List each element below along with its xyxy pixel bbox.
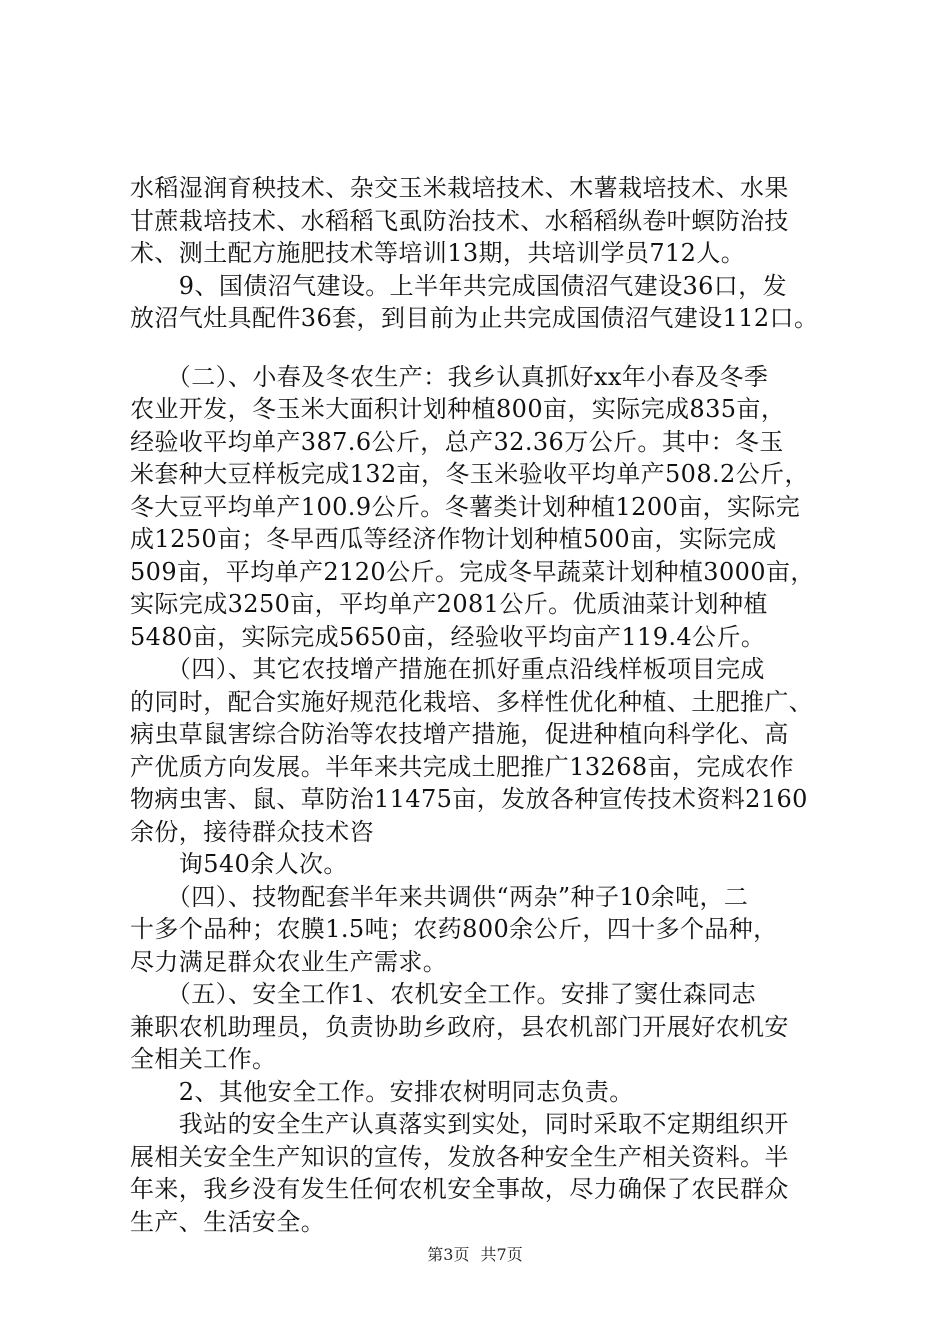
text-line: 十多个品种；农膜1.5吨；农药800余公斤，四十多个品种， — [130, 915, 778, 943]
text-line: （五）、安全工作1、农机安全工作。安排了窦仕森同志 — [130, 980, 757, 1008]
text-line: 9、国债沼气建设。上半年共完成国债沼气建设36口，发 — [130, 271, 788, 300]
text-line: 成1250亩；冬早西瓜等经济作物计划种植500亩，实际完成 — [130, 525, 777, 553]
text-line: （二）、小春及冬农生产：我乡认真抓好xx年小春及冬季 — [130, 362, 769, 391]
text-line: 生产、生活安全。 — [130, 1207, 326, 1236]
page-footer — [0, 1242, 950, 1265]
text-line: （四）、技物配套半年来共调供“两杂”种子10余吨，二 — [130, 882, 749, 911]
text-line: 病虫草鼠害综合防治等农技增产措施，促进种植向科学化、高 — [130, 720, 789, 748]
text-line: 甘蔗栽培技术、水稻稻飞虱防治技术、水稻稻纵卷叶螟防治技 — [130, 206, 789, 235]
text-line: 2、其他安全工作。安排农树明同志负责。 — [130, 1077, 634, 1106]
text-line: 全相关工作。 — [130, 1045, 277, 1073]
text-line: 放沼气灶具配件36套，到目前为止共完成国债沼气建设112口。 — [130, 304, 819, 332]
text-line: 的同时，配合实施好规范化栽培、多样性优化种植、土肥推广、 — [130, 687, 814, 716]
text-line: 米套种大豆样板完成132亩，冬玉米验收平均单产508.2公斤， — [130, 460, 809, 488]
text-line: 5480亩，实际完成5650亩，经验收平均亩产119.4公斤。 — [130, 622, 766, 651]
text-line: 经验收平均单产387.6公斤，总产32.36万公斤。其中：冬玉 — [130, 427, 784, 456]
text-line: 询540余人次。 — [130, 850, 348, 878]
text-line: 余份，接待群众技术咨 — [130, 817, 374, 846]
page-number: 第3页 — [427, 1245, 470, 1264]
text-line: 物病虫害、鼠、草防治11475亩，发放各种宣传技术资料2160 — [130, 785, 808, 813]
text-line: 实际完成3250亩，平均单产2081公斤。优质油菜计划种植 — [130, 590, 768, 618]
text-line: 水稻湿润育秧技术、杂交玉米栽培技术、木薯栽培技术、水果 — [130, 174, 789, 202]
text-line: 展相关安全生产知识的宣传，发放各种安全生产相关资料。半 — [130, 1142, 789, 1171]
text-line: 农业开发，冬玉米大面积计划种植800亩，实际完成835亩， — [130, 395, 786, 423]
text-line: 年来，我乡没有发生任何农机安全事故，尽力确保了农民群众 — [130, 1175, 789, 1203]
text-line: 509亩，平均单产2120公斤。完成冬早蔬菜计划种植3000亩， — [130, 557, 815, 586]
document-body — [130, 172, 840, 1238]
text-line: 我站的安全生产认真落实到实处，同时采取不定期组织开 — [130, 1110, 789, 1138]
text-line: 兼职农机助理员，负责协助乡政府，县农机部门开展好农机安 — [130, 1012, 789, 1041]
paragraph-gap — [130, 335, 840, 361]
text-line: （四）、其它农技增产措施在抓好重点沿线样板项目完成 — [130, 655, 765, 683]
text-line: 冬大豆平均单产100.9公斤。冬薯类计划种植1200亩，实际完 — [130, 492, 801, 521]
page-total: 共7页 — [480, 1245, 523, 1264]
text-line: 尽力满足群众农业生产需求。 — [130, 947, 448, 976]
text-line: 术、测土配方施肥技术等培训13期，共培训学员712人。 — [130, 239, 746, 267]
text-line: 产优质方向发展。半年来共完成土肥推广13268亩，完成农作 — [130, 752, 794, 781]
